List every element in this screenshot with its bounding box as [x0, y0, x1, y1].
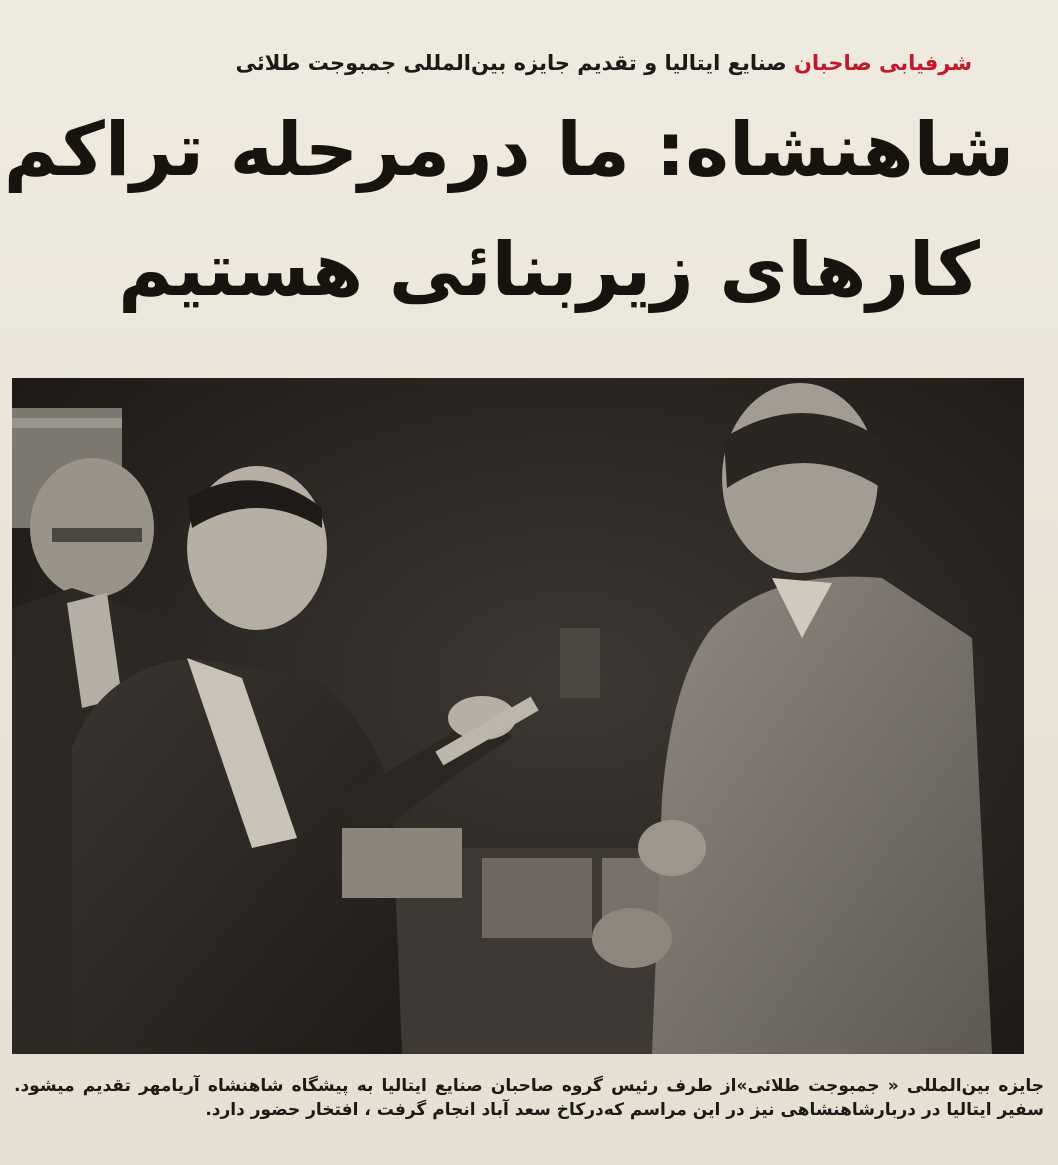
headline-line-1: شاهنشاه: ما درمرحله تراکم [3, 107, 1015, 193]
news-photo-illustration [12, 378, 1024, 1054]
article-kicker [60, 48, 972, 78]
news-photo [12, 378, 1024, 1054]
kicker-accent: شرفیابی صاحبان [793, 51, 972, 75]
kicker-rest: صنایع ایتالیا و تقدیم جایزه بین‌المللی جمبوجت طلائی [235, 51, 794, 75]
headline-line-2: کارهای زیربنائی هستیم [118, 227, 980, 313]
photo-caption: جایزه بین‌المللی « جمبوجت طلائی»از طرف رئیس گروه صاحبان صنایع ایتالیا به پیشگاه شاهنشاه آریامهر تقدیم میشود. سفیر ایتالیا در دربارشاهنشاهی نیز در این مراسم که‌درکاخ سعد آباد انجام گرفت ، افتخار حضور دارد. [14, 1076, 1044, 1120]
